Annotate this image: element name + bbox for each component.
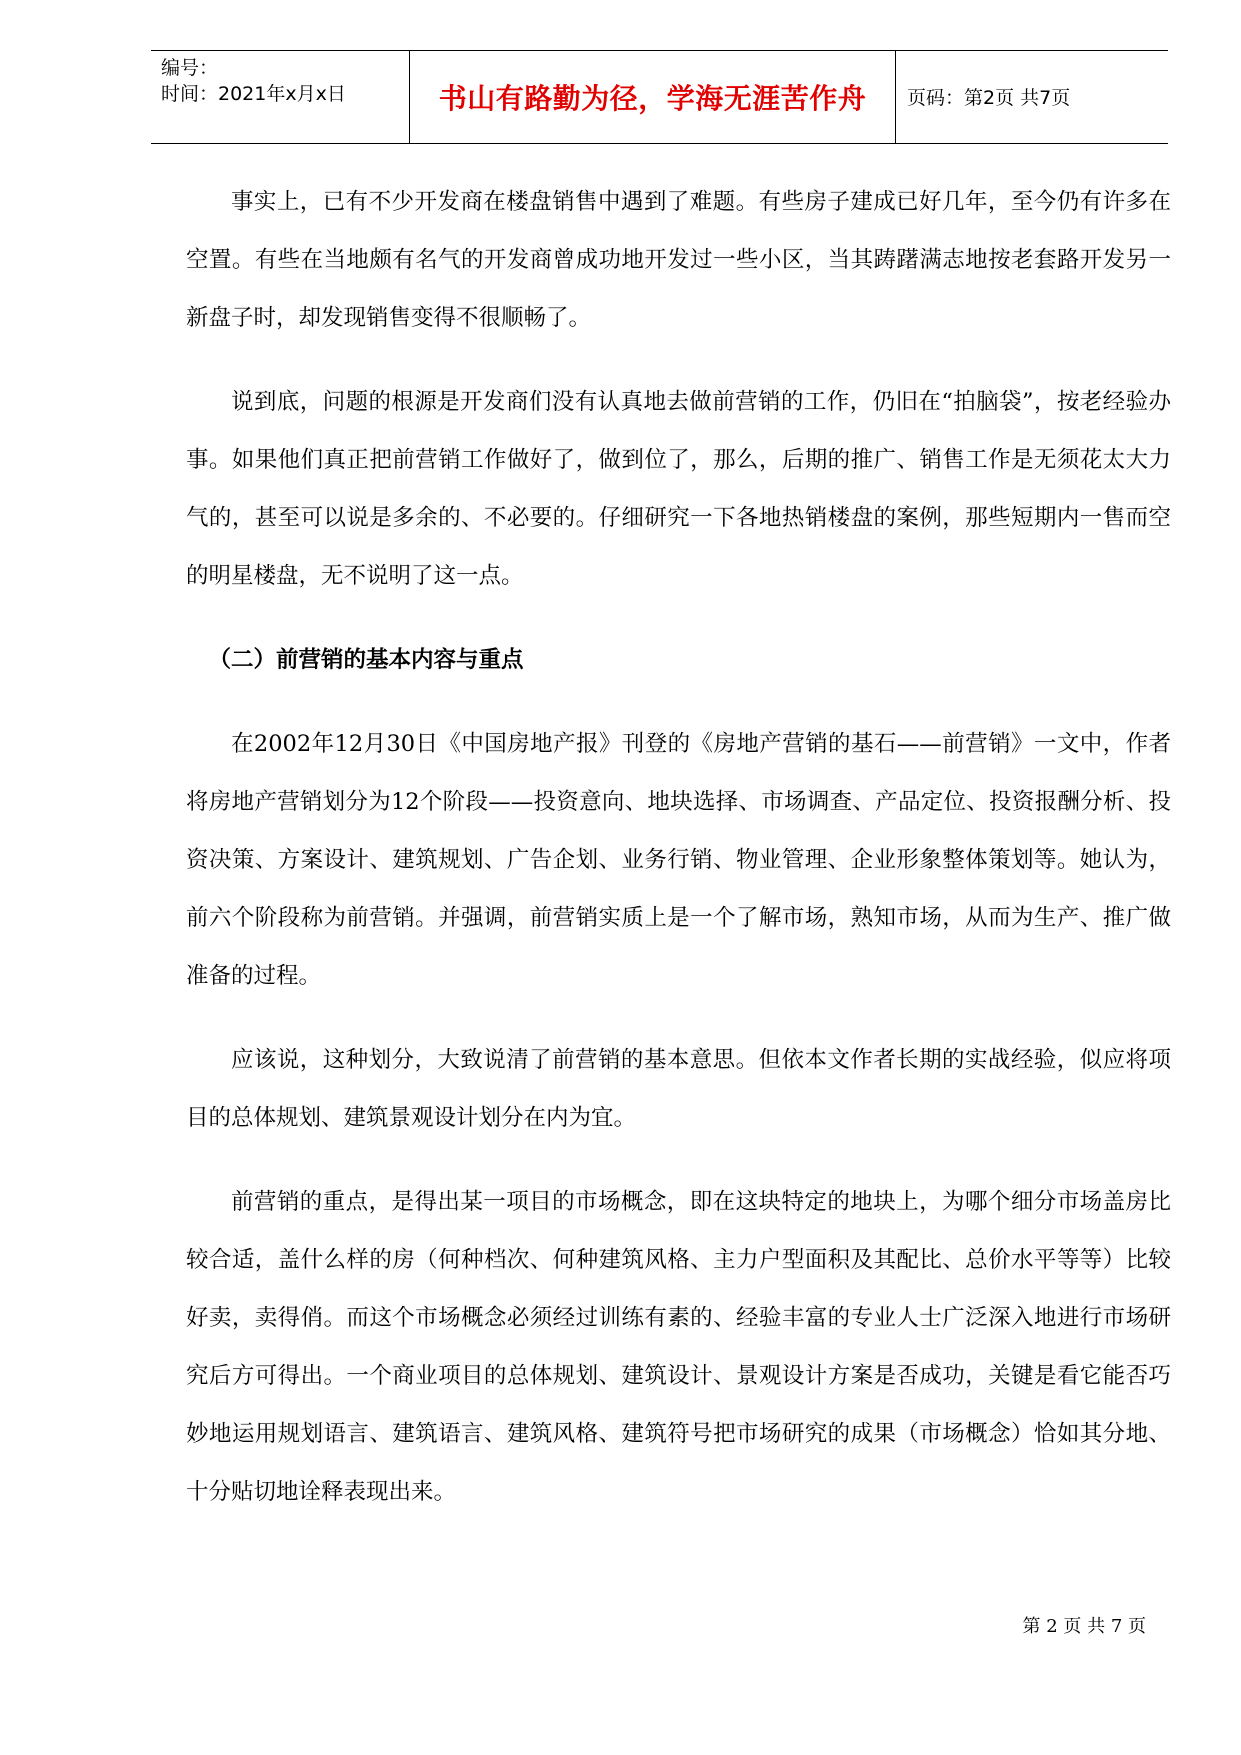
paragraph-1: 事实上，已有不少开发商在楼盘销售中遇到了难题。有些房子建成已好几年，至今仍有许多在空置。有些在当地颇有名气的开发商曾成功地开发过一些小区，当其踌躇满志地按老套路开发另一新盘子时，却发现销售变得不很顺畅了。 (186, 189, 1171, 331)
paragraph-2: 说到底，问题的根源是开发商们没有认真地去做前营销的工作，仍旧在“拍脑袋”，按老经验办事。如果他们真正把前营销工作做好了，做到位了，那么，后期的推广、销售工作是无须花太大力气的，甚至可以说是多余的、不必要的。仔细研究一下各地热销楼盘的案例，那些短期内一售而空的明星楼盘，无不说明了这一点。 (186, 389, 1171, 589)
header-motto: 书山有路勤为径，学海无涯苦作舟 (438, 81, 867, 115)
paragraph-3: 在2002年12月30日《中国房地产报》刊登的《房地产营销的基石——前营销》一文中，作者将房地产营销划分为12个阶段——投资意向、地块选择、市场调查、产品定位、投资报酬分析、投资决策、方案设计、建筑规划、广告企划、业务行销、物业管理、企业形象整体策划等。她认为，前六个阶段称为前营销。并强调，前营销实质上是一个了解市场，熟知市场，从而为生产、推广做准备的过程。 (186, 731, 1171, 989)
page-footer: 第 2 页 共 7 页 (1022, 1616, 1146, 1637)
document-body (186, 173, 1171, 1521)
header-meta (161, 55, 346, 107)
header-divider-right (895, 51, 896, 143)
paragraph-4: 应该说，这种划分，大致说清了前营销的基本意思。但依本文作者长期的实战经验，似应将项目的总体规划、建筑景观设计划分在内为宜。 (186, 1047, 1171, 1131)
header-number-label: 编号： (161, 57, 219, 79)
header-date-label: 时间：2021年x月x日 (161, 83, 346, 105)
header-page-label: 页码：第2页 共7页 (907, 87, 1071, 109)
section-heading: （二）前营销的基本内容与重点 (208, 647, 524, 673)
page-header (151, 50, 1168, 144)
paragraph-5: 前营销的重点，是得出某一项目的市场概念，即在这块特定的地块上，为哪个细分市场盖房比较合适，盖什么样的房（何种档次、何种建筑风格、主力户型面积及其配比、总价水平等等）比较好卖，卖得俏。而这个市场概念必须经过训练有素的、经验丰富的专业人士广泛深入地进行市场研究后方可得出。一个商业项目的总体规划、建筑设计、景观设计方案是否成功，关键是看它能否巧妙地运用规划语言、建筑语言、建筑风格、建筑符号把市场研究的成果（市场概念）恰如其分地、十分贴切地诠释表现出来。 (186, 1189, 1171, 1505)
